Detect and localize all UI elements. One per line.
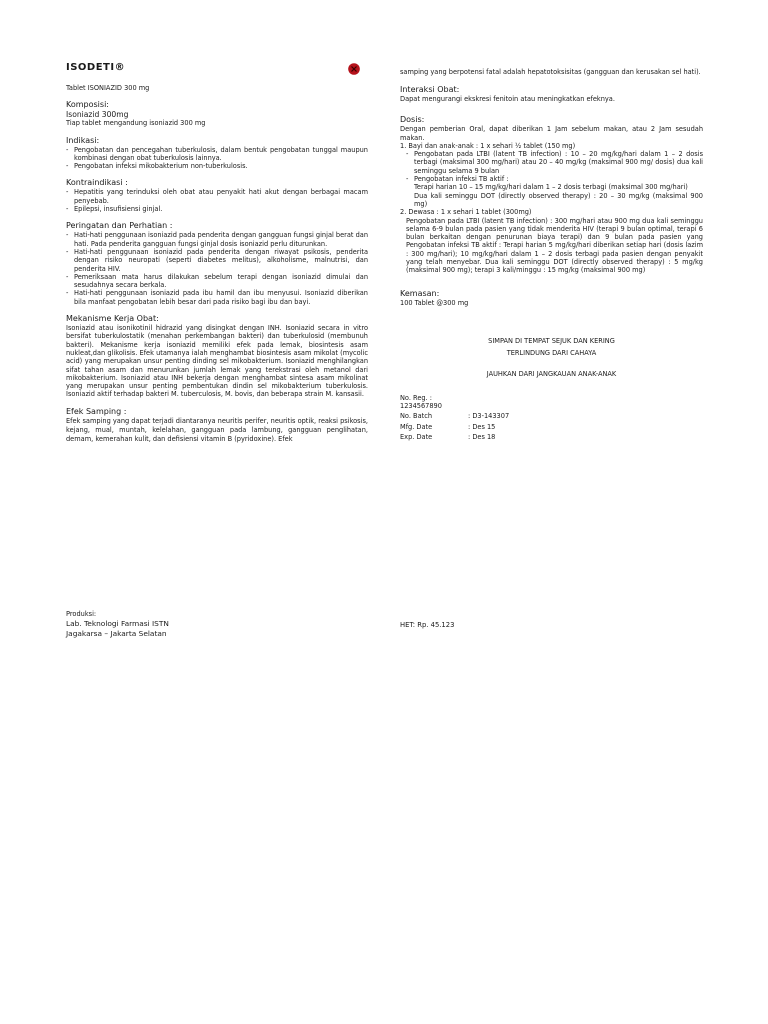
product-title: ISODETI® bbox=[66, 62, 126, 73]
dosis-anak-sub: Terapi harian 10 – 15 mg/kg/hari dalam 1 – 2 dosis terbagi (maksimal 300 mg/hari) bbox=[414, 183, 688, 192]
left-column bbox=[66, 64, 368, 444]
het-price: HET: Rp. 45.123 bbox=[400, 621, 455, 629]
list-item: - Hati-hati penggunaan isoniazid pada penderita dengan riwayat psikosis, penderita dengan risiko neuropati (seperti diabetes melitus), alkoholisme, malnutrisi, dan penderita HIV. bbox=[66, 247, 368, 273]
list-item: - Pengobatan pada LTBI (latent TB infection) : 10 – 20 mg/kg/hari dalam 1 – 2 dosis terbagi (maksimal 300 mg/hari) atau 20 – 40 mg/kg (maksimal 900 mg/ dosis) dua kali seminggu selama 9 bulan bbox=[406, 150, 703, 175]
produksi-block bbox=[66, 610, 169, 639]
red-round-logo-icon bbox=[348, 63, 360, 75]
list-item: - Pengobatan infeksi TB aktif : bbox=[406, 175, 509, 184]
list-item: - Hati-hati penggunaan isoniazid pada penderita dengan gangguan fungsi ginjal berat dan hati. Pada penderita gangguan fungsi ginjal dosis isoniazid perlu diturunkan. bbox=[66, 231, 368, 248]
right-column bbox=[400, 67, 703, 443]
interaksi-text: Dapat mengurangi ekskresi fenitoin atau meningkatkan efeknya. bbox=[400, 95, 615, 103]
info-row-reg: No. Reg. : 1234567890 bbox=[400, 393, 442, 411]
info-row-exp: Exp. Date : Des 18 bbox=[400, 433, 496, 442]
efek-text: Efek samping yang dapat terjadi diantaranya neuritis perifer, neuritis optik, reaksi psikosis, kejang, mual, muntah, kelelahan, gangguan pada lambung, gangguan penglihatan, demam, kemerahan kulit, dan defisiensi vitamin B (pyridoxine). Efek bbox=[66, 416, 368, 443]
list-item: - Pengobatan infeksi mikobakterium non-tuberkulosis. bbox=[66, 162, 248, 171]
list-item: - Pengobatan dan pencegahan tuberkulosis, dalam bentuk pengobatan tunggal maupun kombinasi dengan obat tuberkulosis lainnya. bbox=[66, 145, 368, 162]
efek-heading: Efek Samping : bbox=[66, 406, 127, 416]
komposisi-heading: Komposisi: bbox=[66, 100, 109, 110]
info-row-mfg: Mfg. Date : Des 15 bbox=[400, 422, 496, 431]
peringatan-heading: Peringatan dan Perhatian : bbox=[66, 221, 173, 231]
produksi-heading: Produksi: bbox=[66, 610, 97, 618]
produksi-line-1: Lab. Teknologi Farmasi ISTN bbox=[66, 619, 169, 628]
komposisi-name: Isoniazid 300mg bbox=[66, 110, 129, 120]
komposisi-desc: Tiap tablet mengandung isoniazid 300 mg bbox=[66, 119, 206, 128]
indikasi-heading: Indikasi: bbox=[66, 135, 100, 145]
info-row-batch: No. Batch : D3-143307 bbox=[400, 412, 510, 421]
storage-line-3: JAUHKAN DARI JANGKAUAN ANAK-ANAK bbox=[486, 369, 617, 378]
tablet-line: Tablet ISONIAZID 300 mg bbox=[66, 84, 150, 92]
list-item: - Pemeriksaan mata harus dilakukan sebelum terapi dengan isoniazid dimulai dan sesudahnya secara berkala. bbox=[66, 272, 368, 290]
list-item: - Hati-hati penggunaan isoniazid pada ibu hamil dan ibu menyusui. Isoniazid diberikan bila manfaat pengobatan lebih besar dari pada risiko bagi ibu dan bayi. bbox=[66, 289, 368, 306]
list-item: - Epilepsi, insufisiensi ginjal. bbox=[66, 205, 163, 214]
dosis-intro: Dengan pemberian Oral, dapat diberikan 1 Jam sebelum makan, atau 2 Jam sesudah makan. bbox=[400, 125, 703, 142]
dosis-heading: Dosis: bbox=[400, 115, 425, 125]
dosis-anak-title: 1. Bayi dan anak-anak : 1 x sehari ½ tablet (150 mg) bbox=[400, 141, 576, 150]
kemasan-text: 100 Tablet @300 mg bbox=[400, 298, 469, 307]
storage-line-1: SIMPAN DI TEMPAT SEJUK DAN KERING bbox=[488, 336, 615, 345]
kontraindikasi-heading: Kontraindikasi : bbox=[66, 178, 128, 188]
dosis-anak-sub: Dua kali seminggu DOT (directly observed therapy) : 20 – 30 mg/kg (maksimal 900 mg) bbox=[414, 191, 703, 208]
mekanisme-text: Isoniazid atau isonikotinil hidrazid yang disingkat dengan INH. Isoniazid secara in vitro bersifat tuberkulostatik (menahan perkembangan bakteri) dan tuberkulosid (membunuh bakteri). Mekanisme kerja isoniazid memiliki efek pada lemak, biosintesis asam nukleat,dan glikolisis. Efek utamanya ialah menghambat biosintesis asam mikolat (mycolic acid) yang merupakan unsur penting dinding sel mikobakterium. Isoniazid menghilangkan sifat tahan asam dan menurunkan jumlah lemak yang terekstrasi oleh metanol dari mikobakterium. Isoniazid atau INH bekerja dengan menghambat sintesa asam mikolinat yang merupakan unsur penting pembentukan dindin sel mikobakterium tuberkulosis. Isoniazid aktif terhadap bakteri M. tuberculosis, M. bovis, dan beberapa strain M. kansasii. bbox=[66, 324, 368, 399]
storage-line-2: TERLINDUNG DARI CAHAYA bbox=[506, 349, 597, 358]
mekanisme-heading: Mekanisme Kerja Obat: bbox=[66, 314, 159, 324]
document-title-row bbox=[66, 64, 368, 78]
list-item: - Hepatitis yang terinduksi oleh obat atau penyakit hati akut dengan berbagai macam penyebab. bbox=[66, 188, 368, 205]
produksi-line-2: Jagakarsa – Jakarta Selatan bbox=[66, 629, 167, 638]
dosis-dewasa-text: Pengobatan pada LTBI (latent TB infection) : 300 mg/hari atau 900 mg dua kali seminggu selama 6-9 bulan pada pasien yang tidak menderita HIV (terapi 9 bulan optimal, terapi 6 bulan berkaitan dengan penurunan biaya terapi) dan 9 bulan pada pasien yang Pengobatan infeksi TB aktif : Terapi harian 5 mg/kg/hari diberikan setiap hari (dosis lazim : 300 mg/hari); 10 mg/kg/hari dalam 1 – 2 dosis terbagi pada pasien dengan penyakit yang telah menyebar. Dua kali seminggu DOT (directly observed therapy) : 5 mg/kg (maksimal 900 mg); terapi 3 kali/minggu : 15 mg/kg (maksimal 900 mg) bbox=[406, 216, 703, 275]
efek-continued-text: samping yang berpotensi fatal adalah hepatotoksisitas (gangguan dan kerusakan sel hati). bbox=[400, 68, 701, 76]
kemasan-heading: Kemasan: bbox=[400, 288, 440, 298]
dosis-dewasa-title: 2. Dewasa : 1 x sehari 1 tablet (300mg) bbox=[400, 208, 532, 217]
interaksi-heading: Interaksi Obat: bbox=[400, 85, 460, 94]
